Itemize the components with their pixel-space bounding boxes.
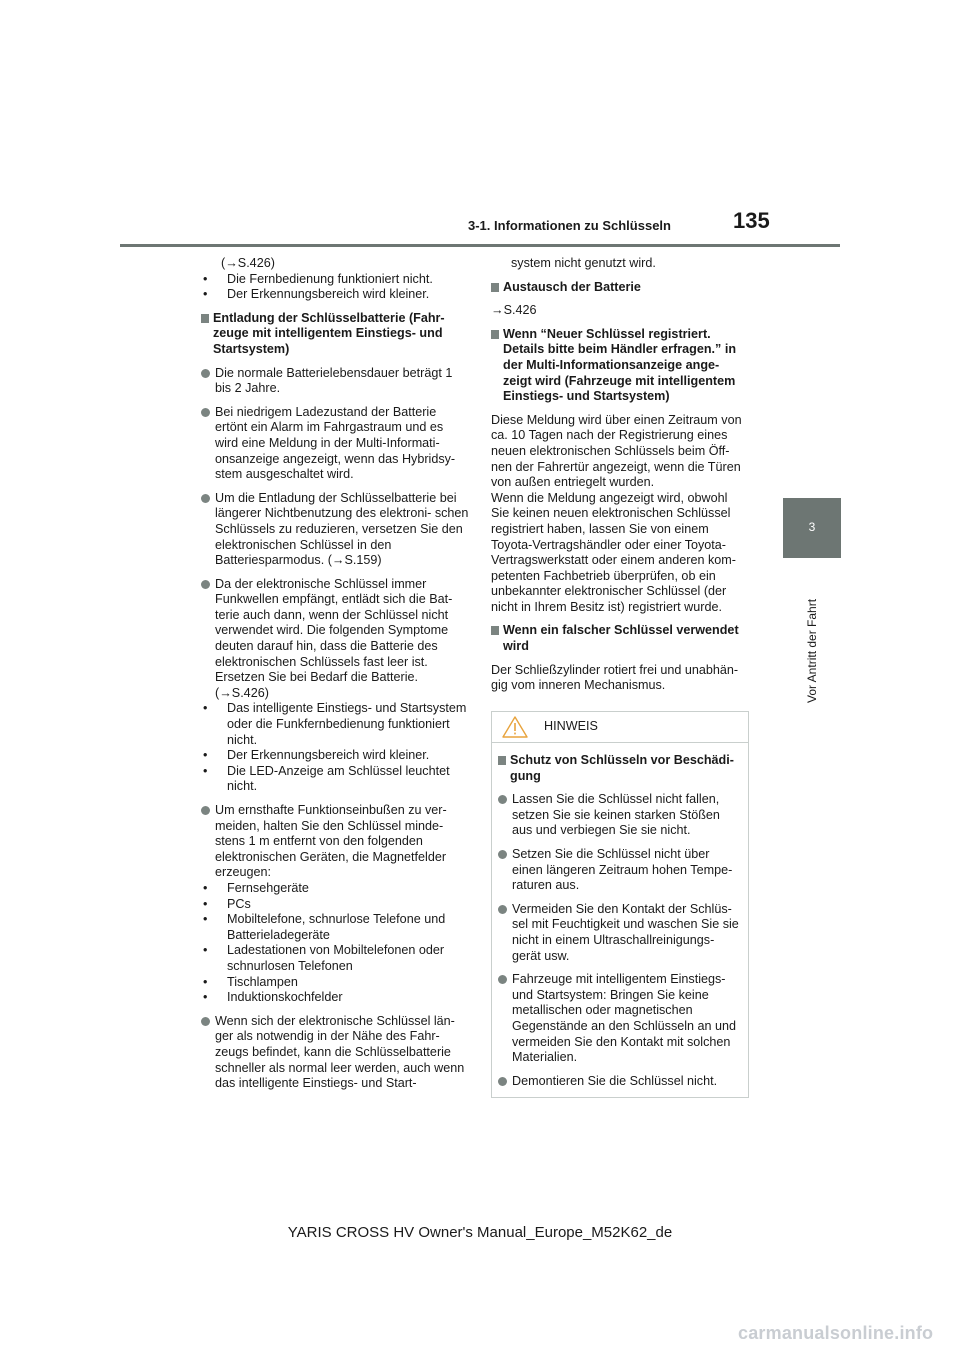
subheading-text: Entladung der Schlüsselbatterie (Fahr- zeuge mit intelligentem Einstiegs- und Startsystem) <box>213 310 445 356</box>
bullet-item <box>498 972 740 1066</box>
bullet-item <box>201 1014 469 1092</box>
circle-bullet-icon <box>201 369 210 378</box>
subheading <box>491 327 749 405</box>
list-item: • Der Erkennungsbereich wird kleiner. <box>201 748 469 764</box>
square-bullet-icon <box>491 626 499 635</box>
bullet-text: Bei niedrigem Ladezustand der Batterie ertönt ein Alarm im Fahrgastraum und es wird eine Meldung in der Multi-Informati- onsanzeige angezeigt, wenn das Hybridsy- stem ausgeschaltet wird. <box>215 404 456 482</box>
list-item-text: Der Erkennungsbereich wird kleiner. <box>227 748 430 763</box>
list-item: • PCs <box>201 897 469 913</box>
notice-title: HINWEIS <box>544 719 598 733</box>
page-number: 135 <box>733 208 770 233</box>
list-item-text: Fernsehgeräte <box>227 880 309 895</box>
circle-bullet-icon <box>498 850 507 859</box>
list-item-text: Tischlampen <box>227 974 298 989</box>
circle-bullet-icon <box>201 806 210 815</box>
bullet-item <box>201 366 469 397</box>
paragraph: Der Schließzylinder rotiert frei und unabhän- gig vom inneren Mechanismus. <box>491 662 739 693</box>
chapter-label: Vor Antritt der Fahrt <box>805 598 819 703</box>
chapter-tab <box>783 498 841 558</box>
square-bullet-icon <box>498 756 506 765</box>
square-bullet-icon <box>491 330 499 339</box>
bullet-text: Lassen Sie die Schlüssel nicht fallen, setzen Sie sie keinen starken Stößen aus und verbiegen Sie sie nicht. <box>512 792 720 838</box>
bullet-text: Demontieren Sie die Schlüssel nicht. <box>512 1073 718 1088</box>
list-item: • Mobiltelefone, schnurlose Telefone und Batterieladegeräte <box>201 912 469 943</box>
left-column <box>201 256 469 1100</box>
circle-bullet-icon <box>498 975 507 984</box>
subheading-text: Wenn ein falscher Schlüssel verwendet wird <box>503 623 739 654</box>
list-item: • Ladestationen von Mobiltelefonen oder schnurlosen Telefonen <box>201 943 469 974</box>
list-item: • Tischlampen <box>201 975 469 991</box>
notice-header <box>492 712 748 743</box>
bullet-text: Setzen Sie die Schlüssel nicht über einen längeren Zeitraum hohen Tempe- raturen aus. <box>512 846 733 893</box>
circle-bullet-icon <box>201 580 210 589</box>
list-item-text: Das intelligente Einstiegs- und Startsystem oder die Funkfernbedienung funktioniert nicht. <box>227 701 467 747</box>
circle-bullet-icon <box>201 494 210 503</box>
subheading-text: Schutz von Schlüsseln vor Beschädi- gung <box>510 753 734 783</box>
subheading-text: Austausch der Batterie <box>503 279 641 294</box>
bullet-item <box>498 847 740 894</box>
circle-bullet-icon <box>498 795 507 804</box>
bullet-text: Um ernsthafte Funktionseinbußen zu ver- meiden, halten Sie den Schlüssel minde- stens 1 m entfernt von den folgenden elektronischen Geräten, die Magnetfelder erzeugen: <box>215 803 447 880</box>
bullet-text: Um die Entladung der Schlüsselbatterie bei längerer Nichtbenutzung des elektroni- schen Schlüssels zu reduzieren, versetzen Sie den elektronischen Schlüssel in den Batteriesparmodus. (→S.159) <box>215 490 469 568</box>
list-item: • Das intelligente Einstiegs- und Startsystem oder die Funkfernbedienung funktioniert nicht. <box>201 701 469 748</box>
chapter-tab-label <box>805 563 825 703</box>
bullet-item <box>201 803 469 881</box>
section-title: 3-1. Informationen zu Schlüsseln <box>468 218 671 233</box>
list-item: • Fernsehgeräte <box>201 881 469 897</box>
list-item-text: PCs <box>227 896 251 911</box>
list-item-text: Der Erkennungsbereich wird kleiner. <box>227 287 430 302</box>
list-item: • Der Erkennungsbereich wird kleiner. <box>203 287 430 302</box>
square-bullet-icon <box>201 314 209 323</box>
bullet-text: Vermeiden Sie den Kontakt der Schlüs- sel mit Feuchtigkeit und waschen Sie sie nicht in einem Ultraschallreinigungs- gerät usw. <box>512 901 739 963</box>
list-item-text: Die Fernbedienung funktioniert nicht. <box>227 271 433 286</box>
bullet-item <box>201 577 469 702</box>
subheading <box>201 311 469 358</box>
right-column <box>491 256 749 702</box>
warning-icon <box>502 716 528 738</box>
notice-body <box>492 743 748 1089</box>
subheading-text: Wenn “Neuer Schlüssel registriert. Details bitte beim Händler erfragen.” in der Multi-Informationsanzeige ange- zeigt wird (Fahrzeuge mit intelligentem Einstiegs- und Startsystem) <box>503 326 737 404</box>
subheading <box>498 753 740 784</box>
footer-text: YARIS CROSS HV Owner's Manual_Europe_M52K62_de <box>287 1224 673 1241</box>
circle-bullet-icon <box>498 905 507 914</box>
watermark: carmanualsonline.info <box>738 1323 934 1343</box>
list-item-text: Mobiltelefone, schnurlose Telefone und Batterieladegeräte <box>227 912 446 942</box>
header-rule <box>120 244 840 247</box>
list-item: • Die LED-Anzeige am Schlüssel leuchtet nicht. <box>201 764 469 795</box>
bullet-text: Die normale Batterielebensdauer beträgt 1 bis 2 Jahre. <box>215 365 453 396</box>
bullet-item <box>201 491 469 569</box>
bullet-text: Da der elektronische Schlüssel immer Funkwellen empfängt, entlädt sich die Bat- terie auch dann, wenn der Schlüssel nicht verwendet wird. Die folgenden Symptome deuten darauf hin, dass die Batterie des elektronischen Schlüssels fast leer ist. Ersetzen Sie bei Bedarf die Batterie. <box>215 576 453 685</box>
subheading <box>491 280 749 296</box>
square-bullet-icon <box>491 283 499 292</box>
bullet-item <box>498 1074 740 1090</box>
list-item: • Die Fernbedienung funktioniert nicht. <box>203 271 433 286</box>
continued-text: system nicht genutzt wird. <box>511 256 656 270</box>
list-item: • Induktionskochfelder <box>201 990 469 1006</box>
circle-bullet-icon <box>201 1017 210 1026</box>
bullet-item <box>201 405 469 483</box>
bullet-item <box>498 792 740 839</box>
bullet-item <box>498 902 740 964</box>
paragraph: Wenn die Meldung angezeigt wird, obwohl Sie keinen neuen elektronischen Schlüssel registriert haben, lassen Sie von einem Toyota-Vertragshändler oder einer Toyota- Vertragswerkstatt oder einem anderen kom- petenten Fachbetrieb überprüfen, ob ein unbekannter elektronischer Schlüssel (der nicht in Ihrem Besitz ist) registriert wurde. <box>491 490 736 614</box>
circle-bullet-icon <box>201 408 210 417</box>
intro-ref: (→S.426) <box>221 256 275 270</box>
bullet-text: Fahrzeuge mit intelligentem Einstiegs- und Startsystem: Bringen Sie keine metallischen oder magnetischen Gegenstände an den Schlüsseln an und vermeiden Sie den Kontakt mit solchen Materialien. <box>512 972 737 1065</box>
list-item-text: Induktionskochfelder <box>227 990 343 1005</box>
notice-box <box>491 711 749 1098</box>
bullet-text: Wenn sich der elektronische Schlüssel län- ger als notwendig in der Nähe des Fahr- zeugs befindet, kann die Schlüsselbatterie schneller als normal leer werden, auch wenn das intelligente Einstiegs- und Start- <box>215 1013 465 1091</box>
list-item-text: Die LED-Anzeige am Schlüssel leuchtet nicht. <box>227 763 450 794</box>
chapter-number: 3 <box>808 520 816 535</box>
page-reference: →S.426 <box>491 303 537 318</box>
list-item-text: Ladestationen von Mobiltelefonen oder schnurlosen Telefonen <box>227 943 445 973</box>
circle-bullet-icon <box>498 1077 507 1086</box>
subheading <box>491 623 749 654</box>
bullet-ref: (→S.426) <box>215 685 269 700</box>
paragraph: Diese Meldung wird über einen Zeitraum von ca. 10 Tagen nach der Registrierung eines neuen elektronischen Schlüssels beim Öff- nen der Fahrertür angezeigt, wenn die Türen von außen entriegelt wurden. <box>491 412 742 490</box>
